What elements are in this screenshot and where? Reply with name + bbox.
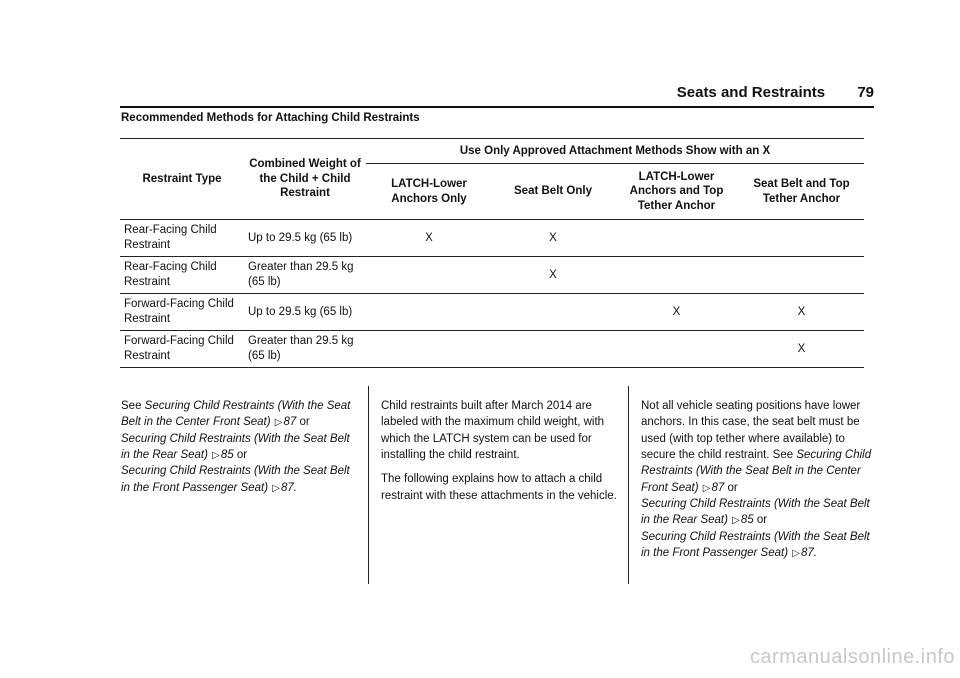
watermark: carmanualsonline.info <box>749 646 955 668</box>
see-text: See <box>121 400 142 412</box>
circle-arrow-icon: ▷ <box>732 515 740 527</box>
or-text: or <box>756 514 768 527</box>
method-mark-cell: X <box>492 257 614 294</box>
header-attachment-methods: Use Only Approved Attachment Methods Show with an X <box>366 139 864 164</box>
page-header <box>0 84 874 101</box>
or-text: or <box>727 481 738 494</box>
body-text: Not all vehicle seating positions have lower anchors. In this case, the seat belt must be used (with top tether where available) to secure the child restraint. See <box>641 400 861 461</box>
table-row <box>120 331 864 368</box>
restraint-type-cell: Forward-Facing Child Restraint <box>120 331 244 368</box>
header-method: Seat Belt and Top Tether Anchor <box>739 164 864 220</box>
body-paragraph: Child restraints built after March 2014 are labeled with the maximum child weight, with which the LATCH system can be used for installing the child restraint. <box>381 400 605 461</box>
header-method: LATCH-Lower Anchors and Top Tether Anchor <box>614 164 739 220</box>
text-column-2 <box>381 398 617 512</box>
page-ref: 87 <box>711 481 725 494</box>
weight-cell: Greater than 29.5 kg (65 lb) <box>244 331 366 368</box>
column-divider <box>368 386 369 584</box>
circle-arrow-icon: ▷ <box>702 482 711 494</box>
page-ref: 87. <box>280 481 297 494</box>
page-number: 79 <box>857 84 874 101</box>
child-restraint-table <box>120 138 864 368</box>
cross-reference-link[interactable]: Securing Child Restraints (With the Seat Belt in the Center Front Seat) <box>641 448 872 494</box>
method-mark-cell <box>739 220 864 257</box>
header-combined-weight: Combined Weight of the Child + Child Restraint <box>244 139 366 220</box>
weight-cell: Up to 29.5 kg (65 lb) <box>244 294 366 331</box>
text-column-3 <box>641 398 877 569</box>
cross-reference-paragraph <box>641 398 877 561</box>
method-mark-cell <box>614 257 739 294</box>
header-restraint-type: Restraint Type <box>120 139 244 220</box>
weight-cell: Greater than 29.5 kg (65 lb) <box>244 257 366 294</box>
cross-reference-paragraph <box>121 398 357 496</box>
header-method: LATCH-Lower Anchors Only <box>366 164 492 220</box>
table-caption: Recommended Methods for Attaching Child Restraints <box>121 112 420 124</box>
restraint-type-cell: Rear-Facing Child Restraint <box>120 220 244 257</box>
restraint-type-cell: Forward-Facing Child Restraint <box>120 294 244 331</box>
circle-arrow-icon: ▷ <box>212 449 220 461</box>
cross-reference-link[interactable]: Securing Child Restraints (With the Seat Belt in the Front Passenger Seat) <box>641 530 870 559</box>
circle-arrow-icon: ▷ <box>792 547 800 559</box>
page-ref: 87. <box>800 546 817 559</box>
table-row <box>120 220 864 257</box>
method-mark-cell <box>614 220 739 257</box>
or-text: or <box>236 448 248 461</box>
method-mark-cell <box>366 331 492 368</box>
cross-reference-link[interactable]: Securing Child Restraints (With the Seat Belt in the Center Front Seat) <box>121 400 351 429</box>
body-paragraph: The following explains how to attach a child restraint with these attachments in the vehicle. <box>381 473 617 502</box>
table-row <box>120 257 864 294</box>
method-mark-cell <box>366 294 492 331</box>
method-mark-cell: X <box>739 294 864 331</box>
method-mark-cell: X <box>366 220 492 257</box>
method-mark-cell: X <box>614 294 739 331</box>
weight-cell: Up to 29.5 kg (65 lb) <box>244 220 366 257</box>
text-column-1 <box>121 398 357 504</box>
cross-reference-link[interactable]: Securing Child Restraints (With the Seat Belt in the Front Passenger Seat) <box>121 465 350 494</box>
header-method: Seat Belt Only <box>492 164 614 220</box>
method-mark-cell <box>739 257 864 294</box>
section-title: Seats and Restraints <box>676 84 826 101</box>
page-ref: 87 <box>283 416 297 429</box>
method-mark-cell <box>366 257 492 294</box>
column-divider <box>628 386 629 584</box>
page-ref: 85 <box>740 514 754 527</box>
method-mark-cell: X <box>739 331 864 368</box>
header-rule <box>120 106 874 108</box>
cross-reference-link[interactable]: Securing Child Restraints (With the Seat Belt in the Rear Seat) <box>121 432 350 461</box>
table-row <box>120 294 864 331</box>
method-mark-cell <box>492 294 614 331</box>
cross-reference-link[interactable]: Securing Child Restraints (With the Seat Belt in the Rear Seat) <box>641 497 870 527</box>
or-text: or <box>299 416 310 429</box>
circle-arrow-icon: ▷ <box>274 417 283 429</box>
method-mark-cell: X <box>492 220 614 257</box>
method-mark-cell <box>614 331 739 368</box>
page-ref: 85 <box>220 448 234 461</box>
method-mark-cell <box>492 331 614 368</box>
circle-arrow-icon: ▷ <box>272 482 280 494</box>
restraint-type-cell: Rear-Facing Child Restraint <box>120 257 244 294</box>
